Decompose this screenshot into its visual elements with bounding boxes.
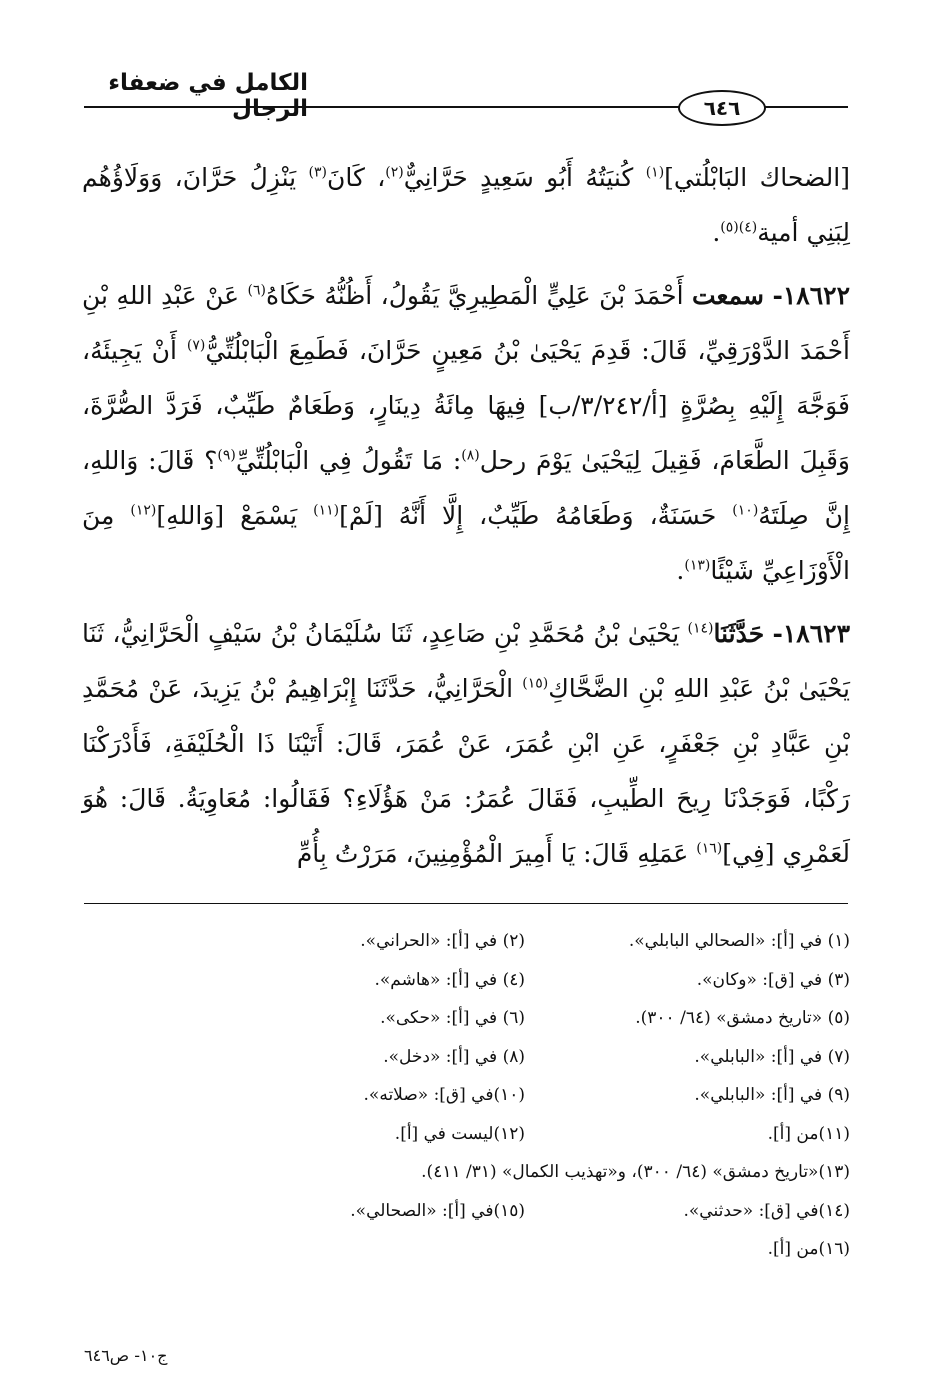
text-span: عَنْ عَبْدِ اللهِ بْنِ أَحْمَدَ الدَّوْرَقِيِّ، قَالَ: قَدِمَ يَحْيَىٰ بْنُ مَعِينٍ حَرَّانَ، فَطَمِعَ الْبَابْلُتِّيُّ bbox=[82, 281, 850, 365]
footnote-ref: (٨) bbox=[461, 447, 480, 464]
footnote-ref: (١٤) bbox=[687, 620, 714, 637]
narration-keyword: سمعت bbox=[692, 281, 765, 310]
footnote-1: (١) في [أ]: «الصحالي البابلي». bbox=[628, 931, 850, 951]
text-span: يَسْمَعْ [وَاللهِ] bbox=[156, 501, 314, 530]
text-span: مِنَ الْأَوْزَاعِيِّ شَيْئًا bbox=[82, 501, 850, 585]
footnote-row bbox=[200, 1192, 850, 1231]
footnote-2: (٢) في [أ]: «الحراني». bbox=[360, 931, 525, 951]
footnote-ref: (١١) bbox=[313, 502, 340, 519]
footnote-ref: (٤)(٥) bbox=[720, 219, 758, 236]
footnote-ref: (١٠) bbox=[732, 502, 759, 519]
footnote-5: (٥) «تاريخ دمشق» (٦٤/ ٣٠٠). bbox=[635, 1008, 850, 1028]
footnote-3: (٣) في [ق]: «وكان». bbox=[696, 969, 850, 990]
narration-keyword: حَدَّثَنَا bbox=[713, 619, 765, 648]
footnote-13: (١٣)«تاريخ دمشق» (٦٤/ ٣٠٠)، و«تهذيب الكمال» (٣١/ ٤١١). bbox=[421, 1162, 850, 1182]
footnote-ref: (١٥) bbox=[522, 675, 549, 692]
volume-page-reference: ج١٠- ص٦٤٦ bbox=[84, 1346, 168, 1365]
footnote-ref: (٩) bbox=[217, 447, 236, 464]
footnote-16: (١٦)من [أ]. bbox=[767, 1239, 850, 1259]
footnote-ref: (٦) bbox=[247, 282, 266, 299]
text-span: يَحْيَىٰ بْنُ مُحَمَّدِ بْنِ صَاعِدٍ، ثَنَا سُلَيْمَانُ بْنُ سَيْفٍ الْحَرَّانِيُّ، ثَنَا يَحْيَىٰ بْنُ عَبْدِ اللهِ بْنِ الضَّحَّاكِ bbox=[82, 619, 850, 703]
text-span: ، كَانَ bbox=[326, 163, 386, 192]
footnote-divider bbox=[84, 903, 848, 904]
text-span: الْحَرَّانِيُّ، حَدَّثَنَا إِبْرَاهِيمُ بْنُ يَزِيدَ، عَنْ مُحَمَّدِ بْنِ عَبَّادِ بْنِ جَعْفَرٍ، عَنِ ابْنِ عُمَرَ، عَنْ عُمَرَ، قَالَ: أَتَيْنَا ذَا الْحُلَيْفَةِ، فَأَدْرَكْنَا رَكْبًا، فَوَجَدْنَا رِيحَ الطِّيبِ، فَقَالَ عُمَرُ: مَنْ هَؤُلَاءِ؟ فَقَالُوا: مُعَاوِيَةُ. قَالَ: هُوَ لَعَمْرِي [فِي] bbox=[82, 674, 850, 868]
text-span: حَسَنَةٌ، وَطَعَامُهُ طَيِّبٌ، إِلَّا أَنَّهُ [لَمْ] bbox=[339, 501, 733, 530]
footnote-14: (١٤)في [ق]: «حدثني». bbox=[683, 1200, 850, 1221]
footnote-ref: (١٣) bbox=[684, 557, 711, 574]
footnote-row bbox=[200, 1038, 850, 1077]
footnote-row bbox=[200, 999, 850, 1038]
main-text bbox=[82, 150, 850, 889]
footnote-row bbox=[200, 1076, 850, 1115]
text-span: أَنْ يَجِيئَهُ، فَوَجَّهَ إِلَيْهِ بِصُرَّةٍ [أ/٣/٢٤٢/ب] فِيهَا مِائَةُ دِينَارٍ، وَطَعَامٌ طَيِّبٌ، فَرَدَّ الصُّرَّةَ، وَقَبِلَ الطَّعَامَ، فَقِيلَ لِيَحْيَىٰ يَوْمَ رحل bbox=[82, 336, 851, 475]
text-span: عَمَلِهِ قَالَ: يَا أَمِيرَ الْمُؤْمِنِينَ، مَرَرْتُ بِأُمِّ bbox=[296, 839, 697, 868]
footnote-10: (١٠)في [ق]: «صلاته». bbox=[363, 1085, 525, 1105]
text-span: : مَا تَقُولُ فِي الْبَابْلُتِّيِّ bbox=[235, 446, 462, 475]
entry-number: ١٨٦٢٢- bbox=[772, 281, 850, 310]
entry-number: ١٨٦٢٣- bbox=[772, 619, 850, 648]
footnote-row bbox=[200, 1115, 850, 1154]
paragraph-18623 bbox=[82, 606, 850, 881]
footnote-row bbox=[200, 922, 850, 961]
footnote-ref: (٣) bbox=[308, 164, 327, 181]
text-span: أَحْمَدَ بْنَ عَلِيٍّ الْمَطِيرِيَّ يَقُولُ، أَظُنُّهُ حَكَاهُ bbox=[265, 281, 692, 310]
footnotes bbox=[200, 922, 850, 1269]
text-span: . bbox=[676, 556, 685, 585]
text-span: [الضحاك البَابْلُتي] bbox=[664, 163, 850, 192]
footnote-ref: (١٦) bbox=[696, 840, 723, 857]
page-number-badge: ٦٤٦ bbox=[678, 90, 766, 126]
footnote-ref: (٢) bbox=[385, 164, 404, 181]
footnote-9: (٩) في [أ]: «البابلي». bbox=[694, 1085, 850, 1105]
footnote-4: (٤) في [أ]: «هاشم». bbox=[374, 969, 525, 990]
footnote-ref: (١) bbox=[645, 164, 665, 181]
footnote-ref: (١٢) bbox=[130, 502, 157, 519]
running-title: الكامل في ضعفاء الرجال bbox=[108, 70, 308, 122]
footnote-12: (١٢)ليست في [أ]. bbox=[394, 1123, 525, 1144]
footnote-8: (٨) في [أ]: «دخل». bbox=[383, 1046, 525, 1067]
footnote-7: (٧) في [أ]: «البابلي». bbox=[694, 1046, 850, 1067]
footnote-row bbox=[200, 961, 850, 1000]
text-span: كُنيَتُهُ أَبُو سَعِيدٍ حَرَّانِيٌّ bbox=[403, 163, 646, 192]
footnote-row bbox=[200, 1230, 850, 1269]
footnote-ref: (٧) bbox=[186, 337, 206, 354]
footnote-row bbox=[200, 1153, 850, 1192]
paragraph-18622 bbox=[82, 268, 850, 598]
text-span: . bbox=[712, 218, 721, 247]
text-span: ؟ قَالَ: وَاللهِ، إِنَّ صِلَتَهُ bbox=[82, 446, 850, 530]
footnote-11: (١١)من [أ]. bbox=[767, 1123, 850, 1144]
footnote-15: (١٥)في [أ]: «الصحالي». bbox=[350, 1200, 525, 1221]
text-span: يَنْزِلُ حَرَّانَ، وَوَلَاؤُهُم لِبَنِي أمية bbox=[82, 163, 850, 247]
footnote-6: (٦) في [أ]: «حكى». bbox=[380, 1008, 525, 1028]
paragraph-intro bbox=[82, 150, 850, 260]
